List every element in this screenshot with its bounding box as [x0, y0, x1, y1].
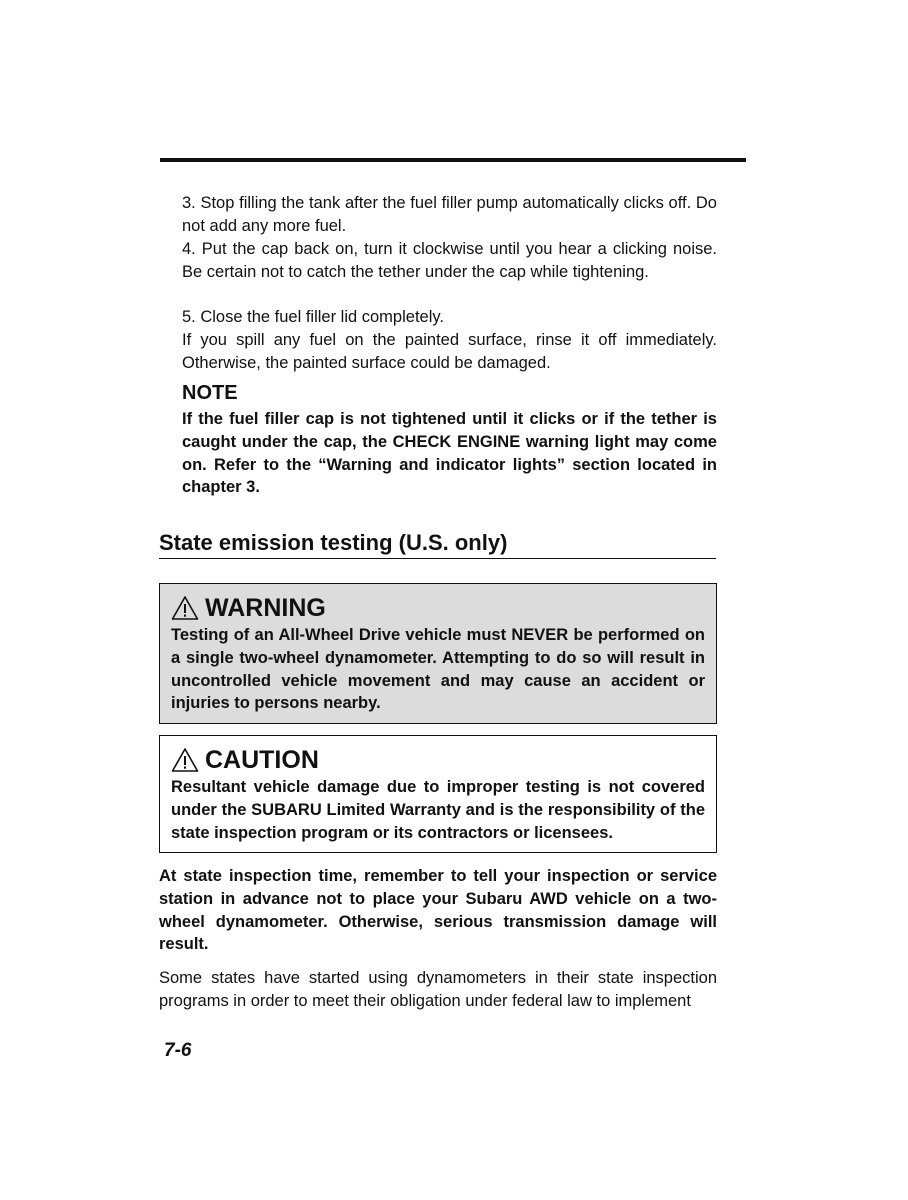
caution-box: [159, 735, 717, 853]
warning-text: Testing of an All-Wheel Drive vehicle must NEVER be performed on a single two-wheel dynamometer. Attempting to do so will result in uncontrolled vehicle movement and may cause an accident or injuries to persons nearby.: [171, 626, 705, 713]
caution-heading: [171, 746, 705, 774]
warning-title: WARNING: [205, 594, 326, 622]
step-3: 3. Stop filling the tank after the fuel filler pump automatically clicks off. Do not add any more fuel.: [182, 194, 717, 235]
note-title: NOTE: [182, 382, 238, 404]
warning-triangle-icon: [171, 595, 199, 621]
step-4: 4. Put the cap back on, turn it clockwise until you hear a clicking noise. Be certain not to catch the tether under the cap while tightening.: [182, 240, 717, 281]
section-rule: [159, 558, 716, 559]
spill-instruction: If you spill any fuel on the painted surface, rinse it off immediately. Otherwise, the painted surface could be damaged.: [182, 331, 717, 372]
page-number: 7-6: [164, 1040, 192, 1061]
caution-title: CAUTION: [205, 746, 319, 774]
section-title: State emission testing (U.S. only): [159, 530, 508, 555]
warning-heading: [171, 594, 705, 622]
note-text: If the fuel filler cap is not tightened until it clicks or if the tether is caught under the cap, the CHECK ENGINE warning light may come on. Refer to the “Warning and indicator lights” section located in chapter 3.: [182, 410, 717, 497]
step-5: 5. Close the fuel filler lid completely.: [182, 308, 444, 326]
inspection-paragraph: At state inspection time, remember to tell your inspection or service station in advance not to place your Subaru AWD vehicle on a two-wheel dynamometer. Otherwise, serious transmission damage will result.: [159, 867, 717, 954]
top-rule: [160, 158, 746, 162]
warning-box: [159, 583, 717, 724]
caution-text: Resultant vehicle damage due to improper testing is not covered under the SUBARU Limited Warranty and is the responsibility of the state inspection program or its contractors or licensees.: [171, 778, 705, 842]
warning-triangle-icon: [171, 747, 199, 773]
body-paragraph: Some states have started using dynamometers in their state inspection programs in order to meet their obligation under federal law to implement: [159, 969, 717, 1010]
